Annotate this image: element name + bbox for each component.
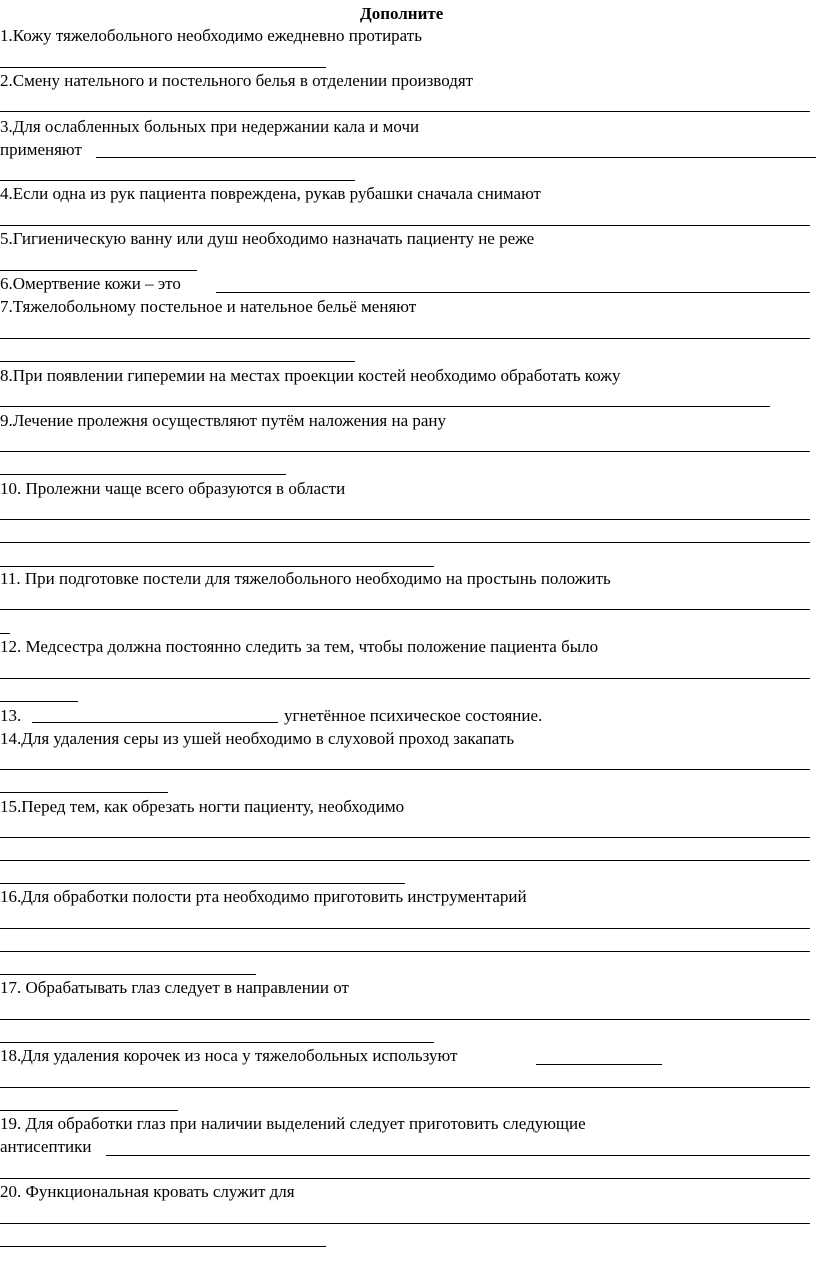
answer-line[interactable]: [0, 566, 434, 567]
question-13-number: 13.: [0, 706, 22, 725]
answer-line[interactable]: [216, 292, 810, 293]
answer-line[interactable]: [0, 1223, 810, 1224]
answer-line[interactable]: [0, 701, 78, 702]
answer-line[interactable]: [96, 157, 816, 158]
answer-line[interactable]: [0, 1087, 810, 1088]
question-2: 2.Смену нательного и постельного белья в отделении производят: [0, 71, 474, 90]
answer-line[interactable]: [0, 270, 197, 271]
answer-line[interactable]: [0, 1178, 810, 1179]
question-10: 10. Пролежни чаще всего образуются в области: [0, 479, 346, 498]
question-7: 7.Тяжелобольному постельное и нательное бельё меняют: [0, 297, 417, 316]
answer-line[interactable]: [0, 860, 810, 861]
answer-line[interactable]: [0, 1246, 326, 1247]
answer-line[interactable]: [0, 519, 810, 520]
answer-line[interactable]: [0, 609, 810, 610]
question-8: 8.При появлении гиперемии на местах проекции костей необходимо обработать кожу: [0, 366, 621, 385]
question-9: 9.Лечение пролежня осуществляют путём наложения на рану: [0, 411, 447, 430]
answer-line[interactable]: [0, 883, 405, 884]
answer-line[interactable]: [0, 67, 326, 68]
question-6: 6.Омертвение кожи – это: [0, 274, 181, 293]
answer-line[interactable]: [0, 1019, 810, 1020]
answer-line[interactable]: [0, 1042, 434, 1043]
answer-line[interactable]: [0, 1110, 178, 1111]
answer-line[interactable]: [0, 338, 810, 339]
answer-line[interactable]: [0, 837, 810, 838]
question-3-cont: применяют: [0, 140, 82, 159]
answer-line[interactable]: [0, 678, 810, 679]
question-19-cont: антисептики: [0, 1137, 92, 1156]
question-11: 11. При подготовке постели для тяжелобольного необходимо на простынь положить: [0, 569, 611, 588]
question-20: 20. Функциональная кровать служит для: [0, 1182, 295, 1201]
question-13: угнетённое психическое состояние.: [284, 706, 543, 725]
answer-line[interactable]: [0, 406, 770, 407]
question-15: 15.Перед тем, как обрезать ногти пациенту, необходимо: [0, 797, 405, 816]
answer-line[interactable]: [32, 722, 278, 723]
question-1: 1.Кожу тяжелобольного необходимо ежедневно протирать: [0, 26, 422, 45]
answer-line[interactable]: [0, 928, 810, 929]
answer-line[interactable]: [0, 792, 168, 793]
answer-line[interactable]: [0, 111, 810, 112]
question-18: 18.Для удаления корочек из носа у тяжелобольных используют: [0, 1046, 458, 1065]
question-17: 17. Обрабатывать глаз следует в направлении от: [0, 978, 349, 997]
answer-line[interactable]: [0, 633, 10, 634]
question-19: 19. Для обработки глаз при наличии выделений следует приготовить следующие: [0, 1114, 586, 1133]
question-3: 3.Для ослабленных больных при недержании кала и мочи: [0, 117, 420, 136]
answer-line[interactable]: [0, 180, 355, 181]
answer-line[interactable]: [0, 951, 810, 952]
answer-line[interactable]: [0, 542, 810, 543]
answer-line[interactable]: [0, 361, 355, 362]
question-4: 4.Если одна из рук пациента повреждена, рукав рубашки сначала снимают: [0, 184, 541, 203]
answer-line[interactable]: [0, 974, 256, 975]
question-12: 12. Медсестра должна постоянно следить за тем, чтобы положение пациента было: [0, 637, 599, 656]
answer-line[interactable]: [0, 474, 286, 475]
answer-line[interactable]: [106, 1155, 810, 1156]
question-16: 16.Для обработки полости рта необходимо приготовить инструментарий: [0, 887, 527, 906]
answer-line[interactable]: [536, 1064, 662, 1065]
answer-line[interactable]: [0, 451, 810, 452]
answer-line[interactable]: [0, 225, 810, 226]
answer-line[interactable]: [0, 769, 810, 770]
page-title: Дополните: [360, 4, 444, 23]
question-14: 14.Для удаления серы из ушей необходимо в слуховой проход закапать: [0, 729, 515, 748]
question-5: 5.Гигиеническую ванну или душ необходимо назначать пациенту не реже: [0, 229, 535, 248]
